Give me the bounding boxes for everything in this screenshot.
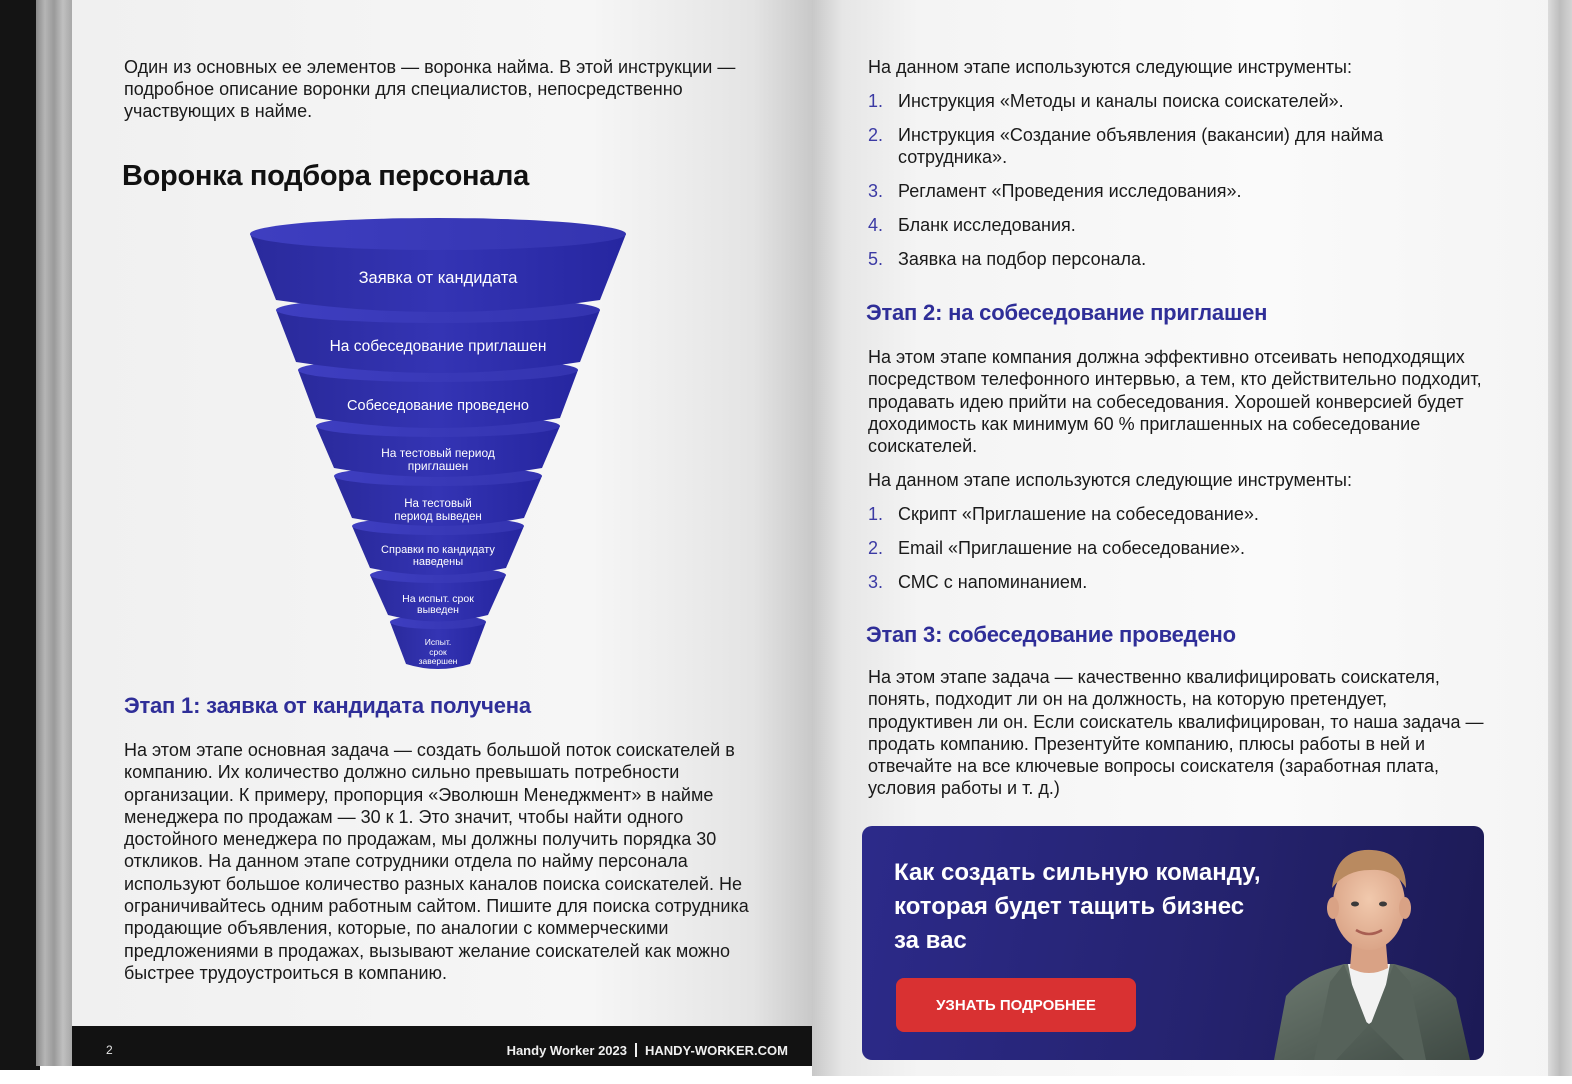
footer-site-link[interactable]: HANDY-WORKER.COM [645,1043,788,1058]
list-item [868,90,1488,112]
page-title: Воронка подбора персонала [122,160,529,192]
stage-3-body: На этом этапе задача — качественно квалифицировать соискателя, понять, подходит ли он на должность, на которую претендует, продуктивен ли он. Если соискатель квалифицирован, то наша задача — продать компанию. Презентуйте компанию, плюсы работы в ней и отвечайте на все ключевые вопросы соискателя (заработная плата, условия работы и т. д.) [868,667,1484,799]
funnel-stage-1 [250,218,626,312]
presenter-photo [1244,826,1484,1060]
list-item [868,124,1488,168]
tools-intro-2: На данном этапе используются следующие инструменты: [868,470,1352,490]
footer-divider [635,1043,637,1057]
funnel-stage-4-line2: приглашен [407,459,469,473]
list-text: СМС с напоминанием. [898,572,1088,592]
page-edges-right [1548,0,1572,1076]
list-number: 5. [868,249,884,269]
footer-brand-name: Handy Worker 2023 [506,1043,627,1058]
list-item [868,180,1488,202]
funnel-stage-1-label: Заявка от кандидата [358,269,518,287]
stage-3-heading: Этап 3: собеседование проведено [866,622,1236,647]
funnel-stage-6-line2: наведены [412,556,464,568]
funnel-stage-7 [370,567,506,622]
promo-title: Как создать сильную команду, которая будет тащить бизнес за вас [894,859,1261,954]
list-number: 2. [868,125,884,145]
list-text: Скрипт «Приглашение на собеседование». [898,504,1259,524]
stage-1-body: На этом этапе основная задача — создать большой поток соискателей в компанию. Их количество должно сильно превышать потребности организации. К примеру, пропорция «Эволюшн Менеджмент» в найме менеджера по продажам — 30 к 1. Это значит, чтобы найти одного достойного менеджера по продажам, мы должны получить порядка 30 откликов. На данном этапе сотрудники отдела по найму персонала используют большое количество разных каналов поиска соискателей. Не ограничивайтесь одним работным сайтом. Пишите для поиска сотрудника продающие объявления, которые, по аналогии с коммерческими предложениями в продажах, вызывают желание соискателей как можно быстрее трудоустроиться в компанию. [124,740,749,983]
right-page [812,0,1572,1076]
learn-more-button[interactable]: УЗНАТЬ ПОДРОБНЕЕ [896,978,1136,1032]
intro-paragraph: Один из основных ее элементов — воронка найма. В этой инструкции — подробное описание воронки для специалистов, непосредственно участвующих в найме. [124,57,736,121]
funnel-stage-7-line1: На испыт. срок [402,593,474,605]
promo-banner [862,826,1484,1060]
list-number: 1. [868,504,884,524]
stage-2-heading: Этап 2: на собеседование приглашен [866,300,1268,325]
list-number: 1. [868,91,884,111]
tools-list-1 [868,90,1488,282]
list-text: Заявка на подбор персонала. [898,249,1147,269]
stage-2-body: На этом этапе компания должна эффективно отсеивать неподходящих посредством телефонного интервью, а тем, кто действительно подходит, продавать идею прийти на собеседования. Хорошей конверсией будет доходимость как минимум 60 % приглашенных на собеседование соискателей. [868,347,1482,457]
list-text: Инструкция «Методы и каналы поиска соискателей». [898,91,1344,111]
funnel-stage-5-line1: На тестовый [404,498,472,510]
list-number: 3. [868,181,884,201]
list-item [868,571,1488,593]
stage-1-heading: Этап 1: заявка от кандидата получена [124,693,531,718]
hiring-funnel-diagram [248,212,628,677]
footer-brand [507,1043,788,1058]
left-page [72,0,812,1066]
list-number: 2. [868,538,884,558]
funnel-stage-5-line2: период выведен [394,511,482,523]
funnel-stage-8-line3: завершен [418,656,458,666]
funnel-stage-2-label: На собеседование приглашен [329,338,547,355]
list-item [868,214,1488,236]
funnel-stage-6-line1: Справки по кандидату [381,544,495,556]
tools-list-2 [868,503,1488,605]
list-text: Регламент «Проведения исследования». [898,181,1242,201]
funnel-stage-8 [390,615,486,669]
tools-intro-1: На данном этапе используются следующие инструменты: [868,57,1352,77]
book-cover-left [0,0,40,1070]
funnel-stage-3-label: Собеседование проведено [347,398,529,414]
funnel-stage-8-line2: срок [429,647,447,657]
list-text: Бланк исследования. [898,215,1076,235]
list-number: 4. [868,215,884,235]
funnel-stage-7-line2: выведен [417,604,459,616]
list-item [868,537,1488,559]
list-number: 3. [868,572,884,592]
funnel-stage-4-line1: На тестовый период [381,446,495,460]
list-item [868,503,1488,525]
funnel-stage-8-line1: Испыт. [424,637,452,647]
list-text: Инструкция «Создание объявления (вакансии) для найма сотрудника». [898,125,1384,167]
page-edges-left [36,0,72,1066]
list-item [868,248,1488,270]
page-number: 2 [106,1043,113,1057]
list-text: Email «Приглашение на собеседование». [898,538,1245,558]
